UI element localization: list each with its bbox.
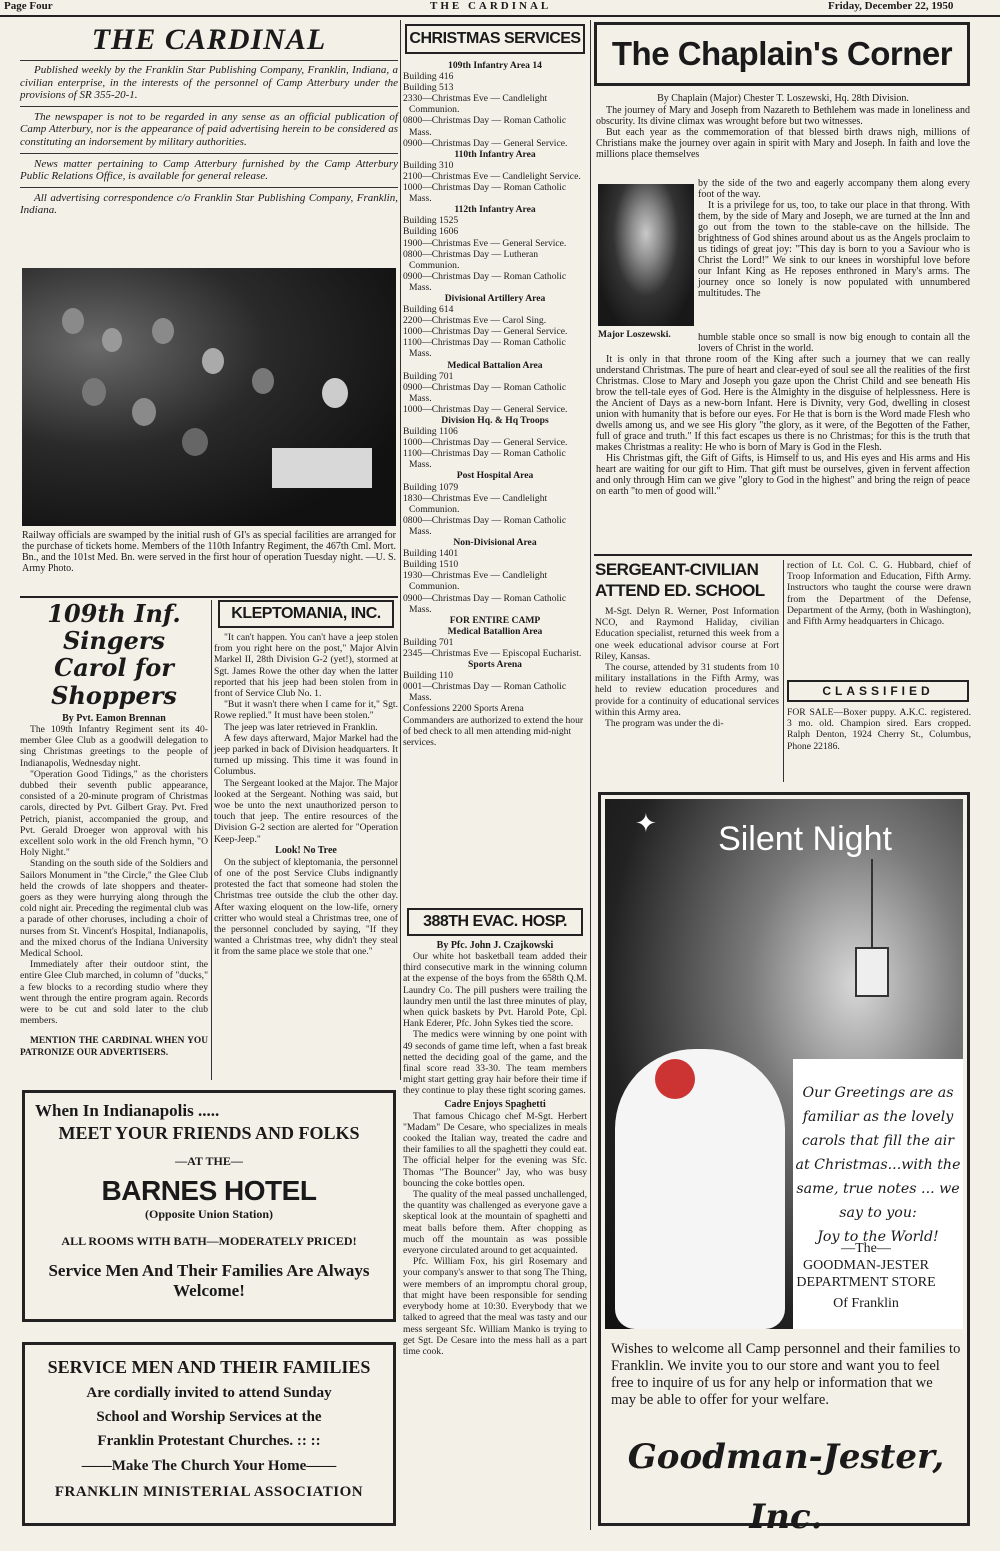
services-entry: 1100—Christmas Day — Roman Catholic Mass. bbox=[403, 448, 566, 471]
services-entry: Building 1606 bbox=[403, 226, 459, 238]
services-area-heading: 110th Infantry Area bbox=[454, 148, 536, 160]
evac-paragraph: That famous Chicago chef M-Sgt. Herbert "Madam" De Cesare, who specializes in meals cooked the Italian way, treated the cadre and their families to all the spaghetti they could eat. The official helper for the evening was Sfc. Thomas "The Bouncer" Jay, who was busy bouncing the coke bottles open. bbox=[403, 1110, 587, 1189]
barnes-line-2: MEET YOUR FRIENDS AND FOLKS bbox=[58, 1123, 360, 1143]
masthead-date: Friday, December 22, 1950 bbox=[828, 0, 954, 12]
greeting-text bbox=[793, 1081, 963, 1249]
evac-subhead: Cadre Enjoys Spaghetti bbox=[444, 1098, 546, 1110]
cardinal-title: THE CARDINAL bbox=[91, 23, 327, 56]
services-entry: Building 701 bbox=[403, 370, 454, 382]
store-name-3: Of Franklin bbox=[833, 1296, 899, 1311]
kleptomania-headline: KLEPTOMANIA, INC. bbox=[218, 600, 394, 628]
services-area-heading: FOR ENTIRE CAMP bbox=[449, 614, 541, 626]
disclaimer-note: The newspaper is not to be regarded in any sense as an official publication of Camp Atterbury, nor is the appearance of paid advertising herein to be considered as constituting an indorsement by military authorities. bbox=[20, 110, 398, 148]
publisher-note: Published weekly by the Franklin Star Publishing Company, Franklin, Indiana, a civilian enterprise, in the interests of the personnel of Camp Atterbury under the provisions of SR 355-20-1. bbox=[20, 64, 398, 102]
welcome-text: Wishes to welcome all Camp personnel and their families to Franklin. We invite you to our store and want you to feel free to inquire of us for any help or information that we may be able to offer for your welfare. bbox=[611, 1341, 961, 1408]
silent-night-title: Silent Night bbox=[718, 820, 892, 858]
sergeant-headline-2: ATTEND ED. SCHOOL bbox=[595, 581, 765, 600]
services-entry: 1000—Christmas Day — Roman Catholic Mass. bbox=[403, 182, 567, 205]
evac-hospital-article bbox=[403, 908, 587, 1357]
services-entry: 0800—Christmas Day — Roman Catholic Mass. bbox=[403, 115, 567, 138]
church-ad bbox=[22, 1342, 396, 1526]
church-line-1: SERVICE MEN AND THEIR FAMILIES bbox=[47, 1357, 371, 1377]
klepto-paragraph: The jeep was later retrieved in Franklin. bbox=[224, 721, 378, 733]
christmas-services-article bbox=[403, 22, 587, 748]
services-area-heading: Medical Batallion Area bbox=[447, 625, 543, 637]
services-entry: 2345—Christmas Eve — Episcopal Eucharist. bbox=[403, 647, 582, 659]
singers-headline-2: Carol for Shoppers bbox=[51, 653, 177, 710]
christmas-services-headline: CHRISTMAS SERVICES bbox=[405, 24, 585, 54]
klepto-paragraph: The Sergeant looked at the Major. The Major looked at the Sergeant. Nothing was said, but woe be unto the next unauthorized person to touch that jeep. The entire resources of the Division G-2 section are alerted for "Operation Keep-Jeep." bbox=[214, 777, 398, 845]
church-line-6: FRANKLIN MINISTERIAL ASSOCIATION bbox=[54, 1484, 364, 1500]
church-line-4: Franklin Protestant Churches. :: :: bbox=[97, 1433, 321, 1449]
sergeant-paragraph: The course, attended by 31 students from 10 military installations in the Fifth Army, was held to review education procedures and provide for a continuity of educational services within this Army area. bbox=[595, 662, 779, 718]
greeting-line: Joy to the World! bbox=[817, 1229, 939, 1245]
services-area-heading: Divisional Artillery Area bbox=[444, 292, 546, 304]
chaplain-paragraph: But each year as the commemoration of that blessed birth draws nigh, millions of Christians make the journey over again in spirit with Mary and Joseph. In faith and love the millions place themselves bbox=[596, 127, 970, 160]
singers-article bbox=[20, 600, 208, 1059]
services-entry: 0800—Christmas Day — Lutheran Communion. bbox=[403, 248, 539, 271]
services-entry: 0001—Christmas Day — Roman Catholic Mass. bbox=[403, 681, 567, 704]
greeting-line: same, true notes ... we bbox=[796, 1181, 960, 1197]
services-entry: 1000—Christmas Day — General Service. bbox=[403, 403, 568, 415]
lantern-icon bbox=[855, 947, 889, 997]
greeting-line: carols that fill the air bbox=[801, 1133, 955, 1149]
services-entry: Building 1079 bbox=[403, 481, 459, 493]
chaplain-paragraph: It is only in that throne room of the King after such a journey that we can really understand Christmas. The pure of heart and clear-eyed of soul see all the realities of the first Christmas. Close to Mary and Joseph you gaze upon the Christ Child and see beneath His brow the tell-tale eyes of God. Here is the Almighty in the disguise of helplessness. Here is the Ancient of Days as a new-born Infant. Here is Divnity, very God, dwelling in closest union with humanity that is before our eyes. For He that is born is the Word made Flesh who dwells among us, and we see His glory "the glory, as it were, of the Begotten of the Father, full of grace and truth." If this fact escapes us there is no Christmas; for this is the truth that makes Christmas a reality: He who is born of Mary is God in the Flesh. bbox=[596, 354, 970, 453]
services-area-heading: Medical Battalion Area bbox=[447, 359, 543, 371]
services-entry: Building 1106 bbox=[403, 426, 458, 438]
services-entry: 0900—Christmas Day — Roman Catholic Mass. bbox=[403, 592, 567, 615]
chaplain-headline: The Chaplain's Corner bbox=[611, 35, 953, 72]
chaplain-paragraph: by the side of the two and eagerly accompany them along every foot of the way. bbox=[698, 178, 970, 200]
chaplain-article bbox=[596, 92, 970, 160]
barnes-line-1: When In Indianapolis ..... bbox=[35, 1101, 220, 1120]
services-entry: Building 310 bbox=[403, 159, 454, 171]
masthead-rule bbox=[0, 15, 1000, 17]
sergeant-headline-1: SERGEANT-CIVILIAN bbox=[595, 560, 759, 579]
services-entry: Confessions 2200 Sports Arena bbox=[403, 703, 524, 715]
sergeant-paragraph: The program was under the di- bbox=[605, 718, 724, 730]
singers-headline-1: 109th Inf. Singers bbox=[47, 599, 181, 655]
column-rule bbox=[590, 20, 591, 1530]
store-name-1: GOODMAN-JESTER bbox=[803, 1258, 929, 1273]
evac-paragraph: The quality of the meal passed unchallenged, the quantity was challenged as everyone gave a skeptical look at the mountain of spaghetti and meat balls before them. After chopping as much off the mountain as was possible everyone circulated around to get acquainted. bbox=[403, 1189, 587, 1257]
store-name-block bbox=[761, 1240, 971, 1312]
chaplain-byline: By Chaplain (Major) Chester T. Loszewski, Hq. 28th Division. bbox=[657, 93, 909, 104]
evac-byline: By Pfc. John J. Czajkowski bbox=[436, 940, 554, 951]
services-entry: 1930—Christmas Eve — Candlelight Communion. bbox=[403, 570, 548, 593]
services-area-heading: 112th Infantry Area bbox=[454, 204, 536, 216]
caroler-hood bbox=[655, 1059, 695, 1099]
services-entry: Building 416 bbox=[403, 71, 454, 83]
advertising-note: All advertising correspondence c/o Franklin Star Publishing Company, Franklin, Indiana. bbox=[20, 191, 398, 217]
services-entry: 2330—Christmas Eve — Candlelight Communion. bbox=[403, 93, 548, 116]
evac-paragraph: The medics were winning by one point with 49 seconds of game time left, when a fast break netted the deciding goal of the game, and the final score read 33-30. The team members might start getting gray hair before their time if they continue to play these tight scoring games. bbox=[403, 1029, 587, 1097]
klepto-paragraph: On the subject of kleptomania, the personnel of one of the post Service Clubs indignantly protested the fact that someone had stolen the Christmas tree outside the club the other day. After waxing eloquent on the low-life, ornery critter who would steal a Christmas tree, one of the personnel concluded by saying, "If they wanted a Christmas tree, why didn't they steal it from the same place we stole that one." bbox=[214, 856, 398, 958]
services-list bbox=[403, 60, 587, 748]
chaplain-headline-box bbox=[594, 22, 970, 86]
services-entry: Building 701 bbox=[403, 636, 454, 648]
carolers-figures bbox=[615, 1049, 785, 1329]
services-entry: Building 110 bbox=[403, 670, 454, 682]
news-matter-note: News matter pertaining to Camp Atterbury furnished by the Camp Atterbury Public Relations Office, is available for general release. bbox=[20, 157, 398, 183]
services-entry: 1830—Christmas Eve — Candlelight Communion. bbox=[403, 492, 548, 515]
section-rule bbox=[20, 596, 398, 598]
evac-paragraph: Our white hot basketball team added their third consecutive mark in the winning column at the expense of the boys from the 658th Q.M. Laundry Co. The pill pushers were trailing the laundry men until the last three minutes of play, when quick baskets by Pvt. Harold Pote, Cpl. Hank Ederer, Pfc. John Sykes tied the score. bbox=[403, 951, 587, 1030]
singers-byline: By Pvt. Eamon Brennan bbox=[62, 713, 166, 724]
chaplain-portrait-photo bbox=[598, 184, 694, 326]
klepto-subhead: Look! No Tree bbox=[275, 844, 337, 856]
barnes-line-3: —AT THE— bbox=[175, 1154, 243, 1168]
cardinal-info-box bbox=[20, 22, 398, 217]
mention-notice: MENTION THE CARDINAL WHEN YOU PATRONIZE OUR ADVERTISERS. bbox=[20, 1036, 208, 1058]
services-entry: Building 1525 bbox=[403, 215, 459, 227]
barnes-line-5: (Opposite Union Station) bbox=[144, 1207, 274, 1221]
sergeant-article-continued bbox=[787, 560, 971, 627]
store-the: —The— bbox=[841, 1241, 891, 1256]
column-rule bbox=[211, 600, 212, 1080]
services-entry: 1900—Christmas Eve — General Service. bbox=[403, 237, 567, 249]
singers-paragraph: Standing on the south side of the Soldiers and Sailors Monument in "the Circle," the Glee Club held the crowds of late shoppers and theater-goers as they were hurrying along through the cold night air. Preceding the regimental club was a parade of other choruses, including a choir of nurses from St. Vincent's Hospital, Indianapolis, and the mixed chorus of the Indiana University Medical School. bbox=[20, 858, 208, 960]
barnes-hotel-name: BARNES HOTEL bbox=[101, 1175, 317, 1206]
services-area-heading: Division Hq. & Hq Troops bbox=[441, 415, 549, 426]
services-area-heading: Post Hospital Area bbox=[456, 470, 534, 482]
services-entry: Building 513 bbox=[403, 82, 454, 94]
classified-headline: CLASSIFIED bbox=[787, 680, 969, 702]
services-area-heading: 109th Infantry Area 14 bbox=[448, 60, 542, 71]
services-entry: 0900—Christmas Day — General Service. bbox=[403, 137, 568, 149]
services-entry: 2100—Christmas Eve — Candlelight Service. bbox=[403, 170, 581, 182]
services-entry: 2200—Christmas Eve — Carol Sing. bbox=[403, 315, 547, 327]
services-entry: Building 614 bbox=[403, 304, 454, 316]
greeting-line: Our Greetings are as bbox=[802, 1085, 954, 1101]
chaplain-paragraph: humble stable once so small is now big enough to contain all the lovers of Christ in the world. bbox=[698, 332, 970, 354]
chaplain-wrap-text bbox=[698, 178, 970, 299]
chaplain-article-continued bbox=[596, 332, 970, 497]
masthead-paper-name: THE CARDINAL bbox=[430, 0, 552, 12]
singers-paragraph: The 109th Infantry Regiment sent its 40-member Glee Club as a goodwill delegation to sing Christmas greetings to the people of Indianapolis, Wednesday night. bbox=[20, 724, 208, 769]
services-entry: 1000—Christmas Day — General Service. bbox=[403, 437, 568, 449]
services-entry: 1100—Christmas Day — Roman Catholic Mass. bbox=[403, 337, 566, 360]
page-number: Page Four bbox=[4, 0, 53, 12]
evac-paragraph: Pfc. William Fox, his girl Rosemary and your company's answer to that song The Thing, were members of an impromptu choral group, that might have been responsible for sending everybody home at 10:30. Everybody that we talked to agreed that the meal was tasty and our mess sergeant Sfc. William Manko is trying to get Sgt. De Cesare into the mess hall as a part time cook. bbox=[403, 1256, 587, 1357]
barnes-hotel-ad bbox=[22, 1090, 396, 1322]
section-rule bbox=[594, 554, 972, 556]
star-icon: ✦ bbox=[635, 809, 657, 838]
singers-paragraph: "Operation Good Tidings," as the choristers dubbed their seventh public appearance, consisted of a 20-minute program of Christmas carols, directed by Pvt. Gilbert Gray. Pvt. Fred Petrich, pianist, accompanied the group, and Pvt. Gerald Droeger won approval with his excellent solo work in the old French hymn, "O Holy Night." bbox=[20, 768, 208, 859]
klepto-paragraph: A few days afterward, Major Markel had the jeep parked in back of Division headquarters. It turned up missing. This time it was found in Columbus. bbox=[214, 732, 398, 778]
services-area-heading: Non-Divisional Area bbox=[453, 537, 537, 549]
church-line-2: Are cordially invited to attend Sunday bbox=[86, 1385, 332, 1401]
barnes-line-6: ALL ROOMS WITH BATH—MODERATELY PRICED! bbox=[61, 1234, 357, 1248]
sergeant-paragraph: M-Sgt. Delyn R. Werner, Post Information NCO, and Raymond Haliday, civilian Education specialist, returned this week from a one week educational advisor course at Fort Riley, Kansas. bbox=[595, 606, 779, 662]
chaplain-paragraph: The journey of Mary and Joseph from Nazareth to Bethlehem was made in loneliness and obscurity. Its divine climax was wrought before but two witnesses. bbox=[596, 105, 970, 127]
services-entry: 0900—Christmas Day — Roman Catholic Mass. bbox=[403, 270, 567, 293]
services-entry: Building 1401 bbox=[403, 548, 459, 560]
singers-paragraph: Immediately after their outdoor stint, the entire Glee Club marched, in column of "ducks," a few blocks to a recording studio where they went through the entire program again. Records were to be cut and sold later to the club members. bbox=[20, 959, 208, 1027]
chaplain-paragraph: His Christmas gift, the Gift of Gifts, is Himself to us, and His eyes and His arms and His heart are waiting for our gift to Him. That gift must be ourselves, given in fervent affection and only through Him can we give "glory to God in the highest" and bring the reign of peace on earth "to men of good will." bbox=[596, 453, 970, 497]
store-name-2: DEPARTMENT STORE bbox=[796, 1275, 936, 1290]
evac-headline: 388TH EVAC. HOSP. bbox=[407, 908, 583, 936]
sergeant-article bbox=[595, 560, 779, 729]
greeting-line: say to you: bbox=[839, 1205, 917, 1221]
services-entry: Building 1510 bbox=[403, 559, 459, 571]
goodman-jester-ad bbox=[598, 792, 970, 1537]
church-line-5: ——Make The Church Your Home—— bbox=[81, 1458, 337, 1474]
sergeant-paragraph: rection of Lt. Col. C. G. Hubbard, chief of Troop Information and Education, Fifth Army. Instructors who taught the course were drawn from the Department of the Defense, Department of the Army, (both in Washington), and Fifth Army headquarters in Chicago. bbox=[787, 560, 971, 628]
klepto-paragraph: "But it wasn't there when I came for it," Sgt. Rowe replied." It must have been stolen." bbox=[214, 699, 398, 722]
railway-ticket-photo bbox=[22, 268, 396, 526]
chaplain-paragraph: It is a privilege for us, too, to take our place in that throng. With them, by the side of Mary and Joseph, we are turned at the Inn and go out from the town to the stable-cave on the hillside. The brightness of God shines around about us as the Angels proclaim to us tidings of great joy: "This day is born to you a Saviour who is Christ the Lord!" We sink to our knees in worshipful love before our Infant King as He reposes enthroned in Mary's arms. The journey once so lonely is now populated with unnumbered multitudes. The bbox=[698, 200, 970, 299]
services-entry: 0900—Christmas Day — Roman Catholic Mass. bbox=[403, 381, 567, 404]
kleptomania-article bbox=[214, 600, 398, 958]
column-rule bbox=[783, 560, 784, 782]
services-entry: 0800—Christmas Day — Roman Catholic Mass. bbox=[403, 514, 567, 537]
classified-ad-text: FOR SALE—Boxer puppy. A.K.C. registered. 3 mo. old. Champion sired. Ears cropped. Ralph Denton, 1924 Cherry St., Columbus, Phone 22186. bbox=[787, 707, 971, 752]
barnes-line-7: Service Men And Their Families Are Always Welcome! bbox=[48, 1261, 370, 1300]
services-entry: Commanders are authorized to extend the hour of bed check to all men attending mid-night services. bbox=[403, 714, 584, 748]
greeting-line: familiar as the lovely bbox=[802, 1109, 954, 1125]
chaplain-photo-caption: Major Loszewski. bbox=[598, 329, 671, 340]
lantern-rope bbox=[871, 859, 873, 949]
services-area-heading: Sports Arena bbox=[468, 659, 522, 671]
church-line-3: School and Worship Services at the bbox=[96, 1409, 322, 1425]
column-rule bbox=[400, 20, 401, 1080]
klepto-paragraph: "It can't happen. You can't have a jeep stolen from you right here on the post," Major Alvin Markel II, 28th Division G-2 (yet!), stormed at Sgt. James Rowe the other day when the latter reported that his jeep had been stolen from in front of Service Club No. 1. bbox=[214, 632, 398, 700]
goodman-jester-signature: Goodman-Jester, Inc. bbox=[627, 1437, 945, 1537]
greeting-line: at Christmas...with the bbox=[795, 1157, 961, 1173]
services-entry: 1000—Christmas Day — General Service. bbox=[403, 326, 568, 338]
photo-caption: Railway officials are swamped by the initial rush of GI's as special facilities are arranged for the purchase of tickets home. Members of the 110th Infantry Regiment, the 467th Cml. Mort. Bn., and the 101st Med. Bn. were served in the first hour of operation Tuesday night. —U. S. Army Photo. bbox=[22, 530, 396, 574]
